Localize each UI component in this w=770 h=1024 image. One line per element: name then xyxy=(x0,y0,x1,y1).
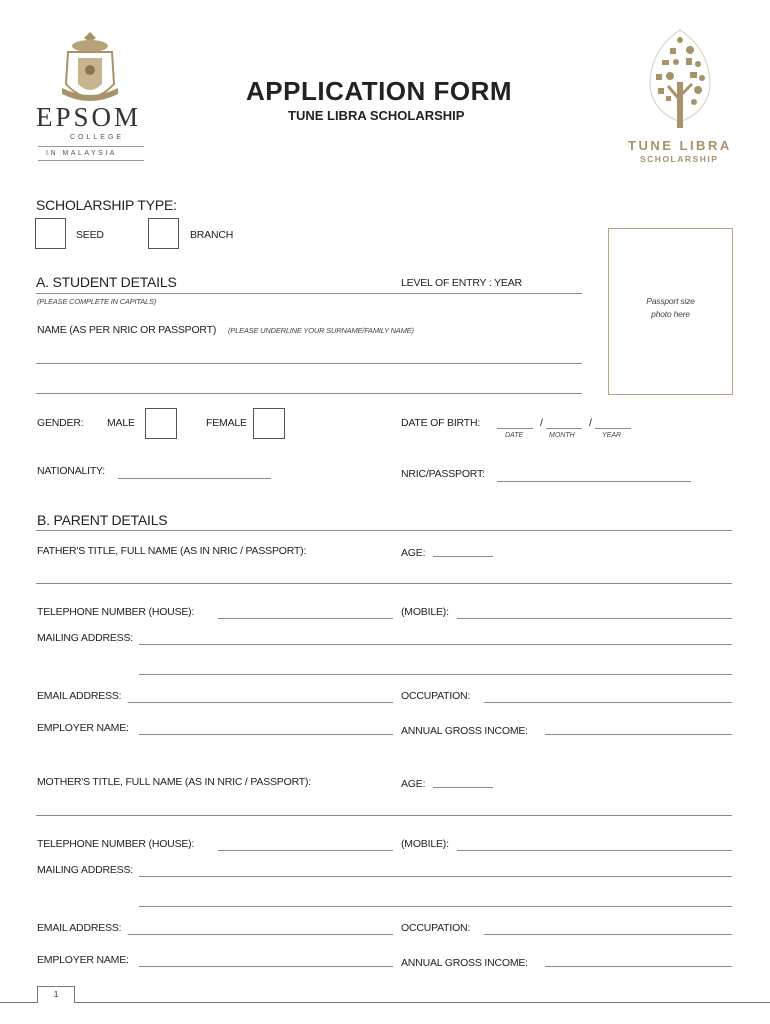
dob-label: DATE OF BIRTH: xyxy=(401,417,481,429)
nric-label: NRIC/PASSPORT: xyxy=(401,468,485,480)
mother-mailing-label: MAILING ADDRESS: xyxy=(37,864,133,876)
father-email-field[interactable] xyxy=(128,702,393,703)
mother-tel-field[interactable] xyxy=(218,850,393,851)
mother-mobile-label: (MOBILE): xyxy=(401,838,449,850)
nric-field[interactable] xyxy=(497,481,691,482)
father-mobile-label: (MOBILE): xyxy=(401,606,449,618)
father-mobile-field[interactable] xyxy=(457,618,732,619)
level-of-entry-field[interactable] xyxy=(36,293,582,294)
mother-income-label: ANNUAL GROSS INCOME: xyxy=(401,957,528,969)
mother-tel-label: TELEPHONE NUMBER (HOUSE): xyxy=(37,838,195,850)
partner-name: TUNE LIBRA xyxy=(628,138,732,153)
mother-name-label: MOTHER'S TITLE, FULL NAME (AS IN NRIC / PASSPORT): xyxy=(37,776,311,788)
school-name: EPSOM xyxy=(36,102,142,132)
seed-label: SEED xyxy=(76,229,104,241)
page-subtitle: TUNE LIBRA SCHOLARSHIP xyxy=(288,108,465,123)
page-title: APPLICATION FORM xyxy=(246,76,513,106)
student-name-field-2[interactable] xyxy=(36,393,582,394)
mother-income-field[interactable] xyxy=(545,966,732,967)
mother-name-field[interactable] xyxy=(36,815,732,816)
school-location: IN MALAYSIA xyxy=(46,150,117,157)
father-age-label: AGE: xyxy=(401,547,426,559)
father-occupation-field[interactable] xyxy=(484,702,732,703)
mother-age-label: AGE: xyxy=(401,778,426,790)
capitals-note: (PLEASE COMPLETE IN CAPITALS) xyxy=(37,297,157,306)
page-number: 1 xyxy=(53,990,59,999)
father-tel-field[interactable] xyxy=(218,618,393,619)
parent-details-heading: B. PARENT DETAILS xyxy=(37,512,168,528)
level-of-entry-label: LEVEL OF ENTRY : YEAR xyxy=(401,277,522,289)
mother-mailing-field-2[interactable] xyxy=(139,906,732,907)
mother-mobile-field[interactable] xyxy=(457,850,732,851)
mother-mailing-field-1[interactable] xyxy=(139,876,732,877)
dob-year-caption: YEAR xyxy=(602,432,622,439)
mother-email-field[interactable] xyxy=(128,934,393,935)
epsom-logo xyxy=(34,28,146,164)
nationality-field[interactable] xyxy=(118,478,271,479)
dob-month-field[interactable] xyxy=(546,428,582,429)
father-occupation-label: OCCUPATION: xyxy=(401,690,471,702)
father-age-field[interactable] xyxy=(433,556,493,557)
student-name-label: NAME (AS PER NRIC OR PASSPORT) xyxy=(37,324,217,336)
scholarship-type-heading: SCHOLARSHIP TYPE: xyxy=(36,197,177,213)
mother-email-label: EMAIL ADDRESS: xyxy=(37,922,122,934)
mother-employer-field[interactable] xyxy=(139,966,393,967)
father-name-label: FATHER'S TITLE, FULL NAME (AS IN NRIC / PASSPORT): xyxy=(37,545,307,557)
dob-date-caption: DATE xyxy=(505,432,524,439)
father-income-label: ANNUAL GROSS INCOME: xyxy=(401,725,528,737)
dob-date-field[interactable] xyxy=(497,428,533,429)
passport-photo-box[interactable] xyxy=(608,228,733,395)
nationality-label: NATIONALITY: xyxy=(37,465,106,477)
father-mailing-field-1[interactable] xyxy=(139,644,732,645)
branch-checkbox[interactable] xyxy=(148,218,179,249)
epsom-crest-icon xyxy=(34,28,146,112)
dob-year-field[interactable] xyxy=(595,428,631,429)
father-income-field[interactable] xyxy=(545,734,732,735)
mother-employer-label: EMPLOYER NAME: xyxy=(37,954,129,966)
tune-libra-logo xyxy=(624,26,736,168)
male-label: MALE xyxy=(107,417,135,429)
seed-checkbox[interactable] xyxy=(35,218,66,249)
photo-line-1: Passport size xyxy=(646,296,695,306)
student-name-field-1[interactable] xyxy=(36,363,582,364)
footer-rule xyxy=(0,1002,770,1003)
dob-month-caption: MONTH xyxy=(549,432,575,439)
male-checkbox[interactable] xyxy=(145,408,177,439)
father-email-label: EMAIL ADDRESS: xyxy=(37,690,122,702)
mother-age-field[interactable] xyxy=(433,787,493,788)
mother-occupation-label: OCCUPATION: xyxy=(401,922,471,934)
father-mailing-label: MAILING ADDRESS: xyxy=(37,632,133,644)
tree-icon xyxy=(624,26,736,134)
student-name-note: (PLEASE UNDERLINE YOUR SURNAME/FAMILY NAME) xyxy=(228,326,414,335)
dob-slash-2: / xyxy=(589,417,592,429)
father-name-field[interactable] xyxy=(36,583,732,584)
gender-label: GENDER: xyxy=(37,417,84,429)
student-details-heading: A. STUDENT DETAILS xyxy=(36,274,177,290)
page-number-tab xyxy=(37,986,75,1003)
female-checkbox[interactable] xyxy=(253,408,285,439)
school-college: COLLEGE xyxy=(70,134,125,141)
father-mailing-field-2[interactable] xyxy=(139,674,732,675)
father-employer-label: EMPLOYER NAME: xyxy=(37,722,129,734)
dob-slash-1: / xyxy=(540,417,543,429)
branch-label: BRANCH xyxy=(190,229,234,241)
photo-line-2: photo here xyxy=(651,309,690,319)
partner-sub: SCHOLARSHIP xyxy=(640,154,719,164)
father-tel-label: TELEPHONE NUMBER (HOUSE): xyxy=(37,606,195,618)
father-employer-field[interactable] xyxy=(139,734,393,735)
female-label: FEMALE xyxy=(206,417,247,429)
mother-occupation-field[interactable] xyxy=(484,934,732,935)
